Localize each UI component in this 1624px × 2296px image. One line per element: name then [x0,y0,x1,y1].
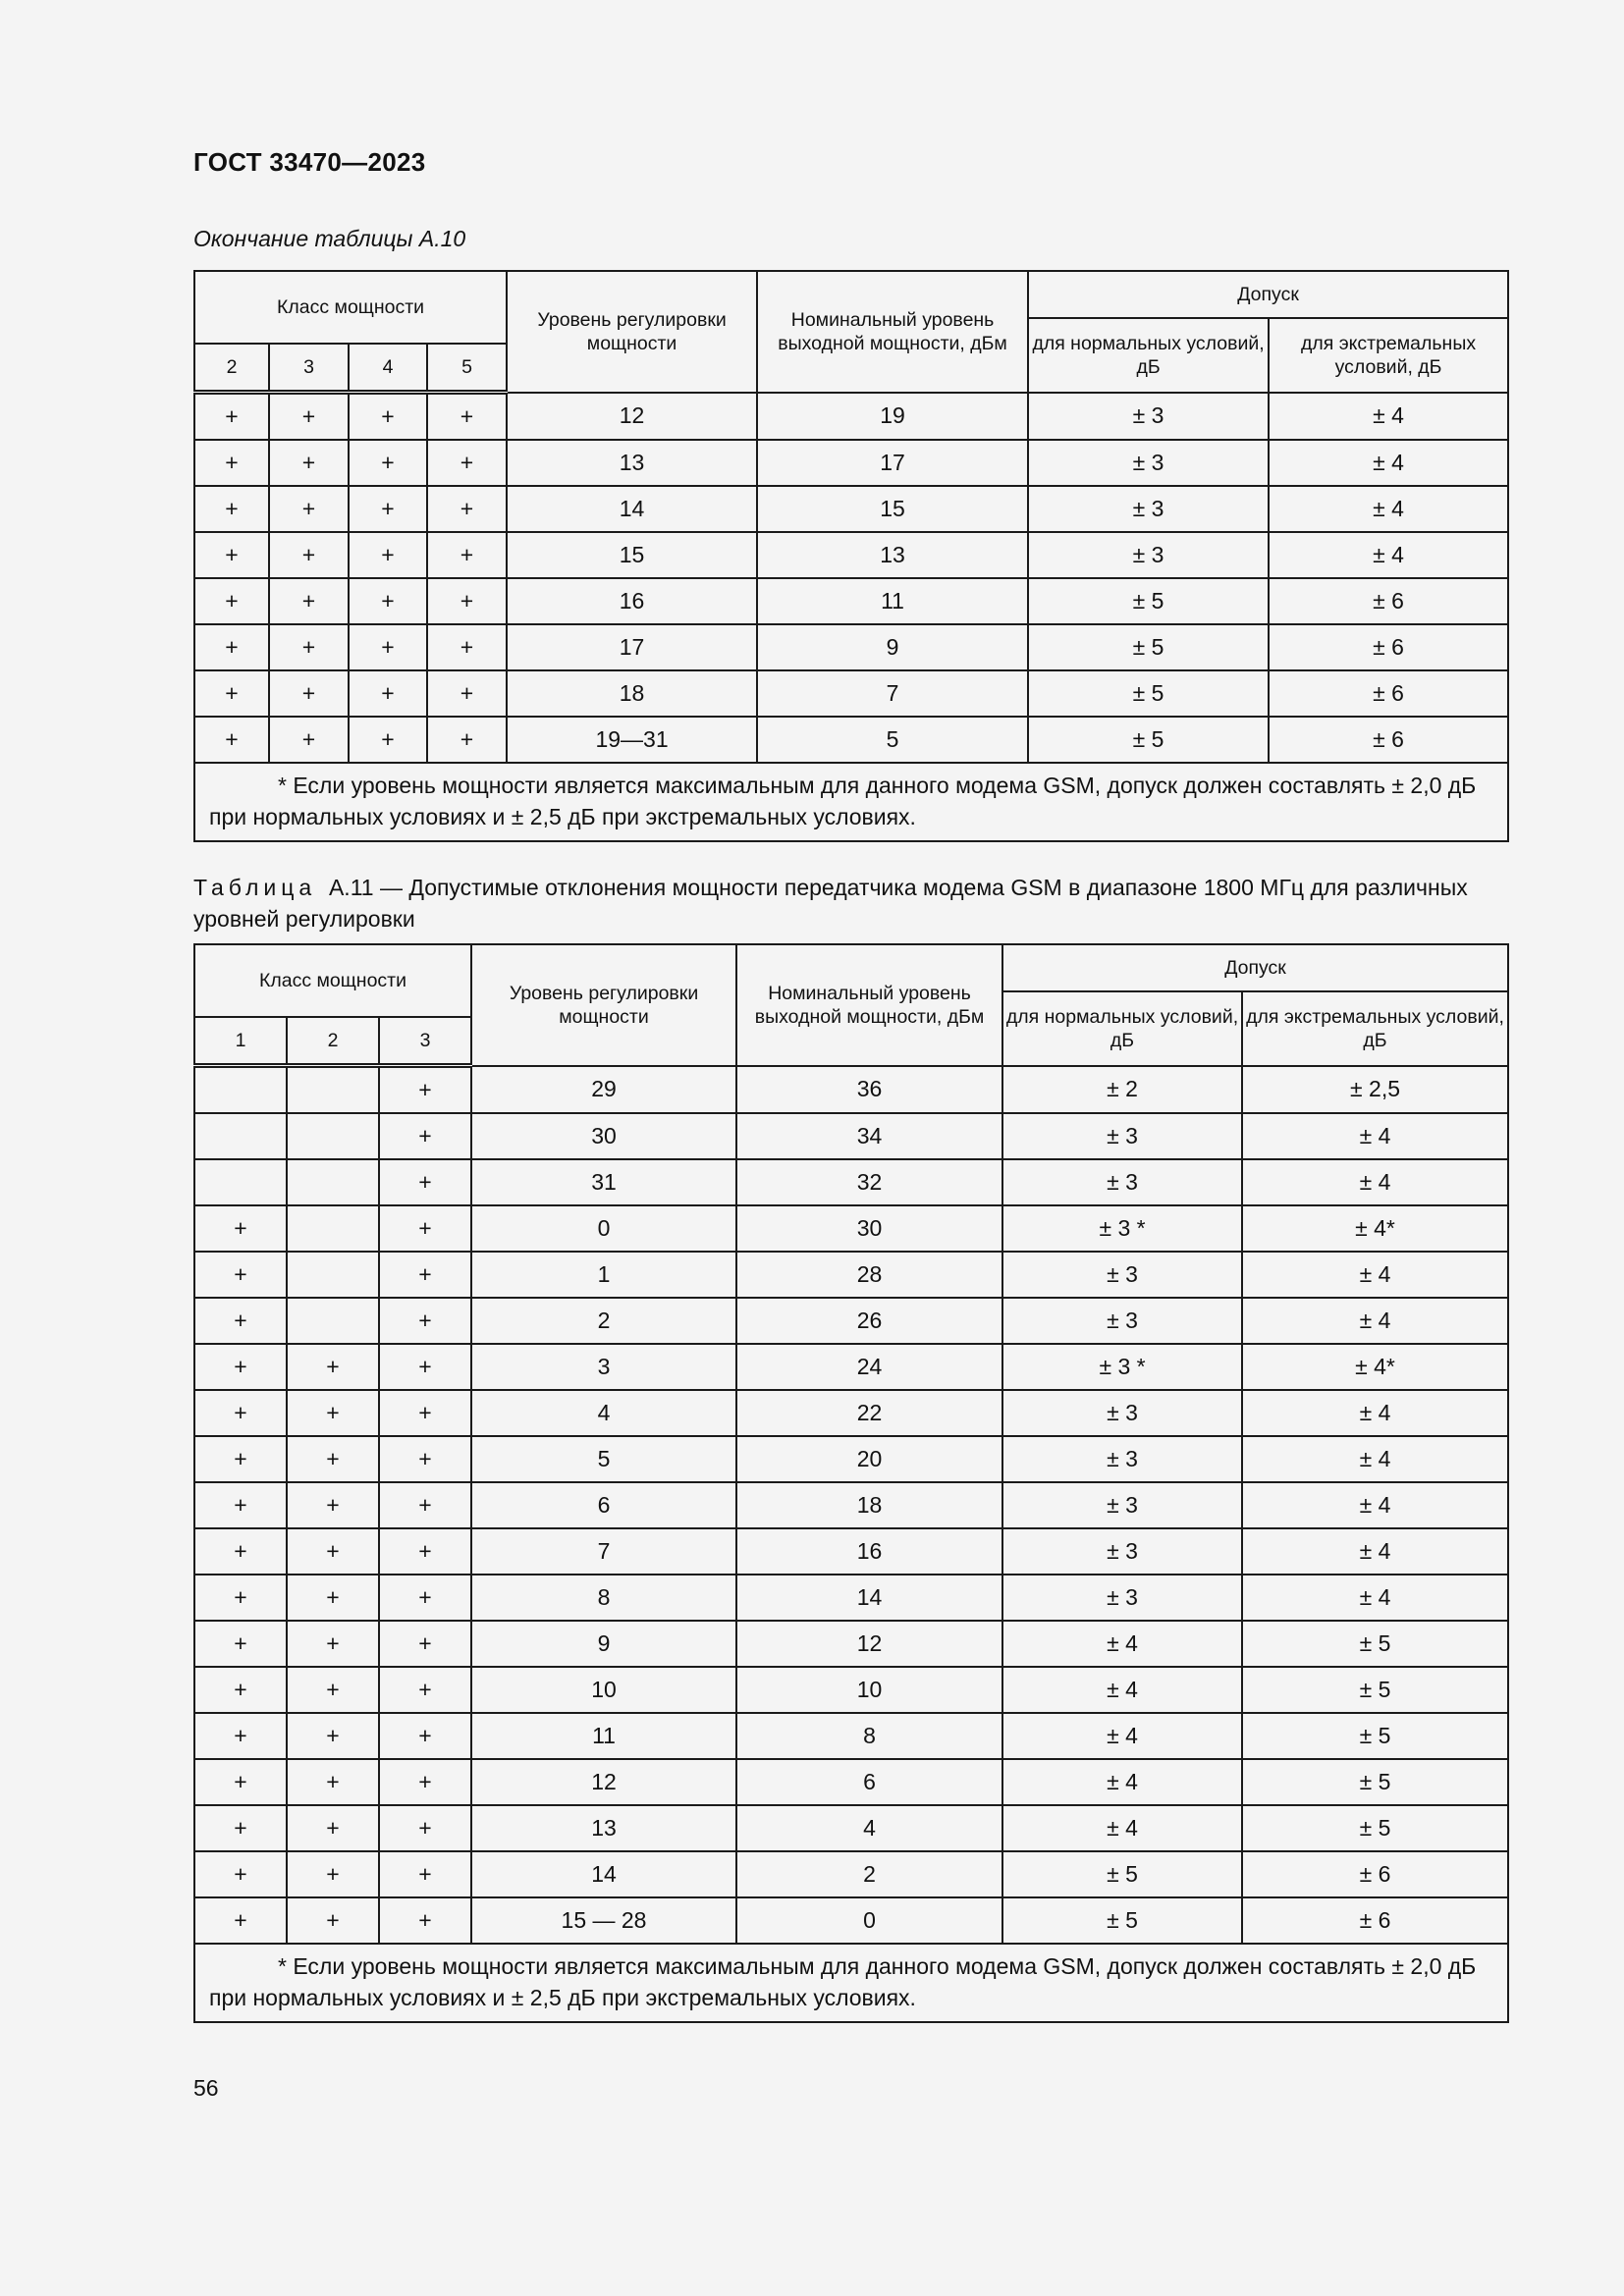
tolerance-extreme-cell: ± 4* [1242,1205,1508,1252]
tolerance-normal-cell: ± 5 [1028,717,1269,763]
nominal-power-cell: 36 [736,1066,1002,1114]
table11-footnote-text: * Если уровень мощности является максимальным для данного модема GSM, допуск должен составлять ± 2,0 дБ при нормальных условиях и ± 2,5 дБ при экстремальных условиях. [209,1953,1477,2010]
table-a11 [193,943,1509,2023]
tolerance-normal-cell: ± 5 [1002,1851,1242,1897]
tolerance-extreme-cell: ± 4* [1242,1344,1508,1390]
class-mark-cell: + [427,393,507,441]
nominal-power-cell: 26 [736,1298,1002,1344]
regulation-level-cell: 15 [507,532,757,578]
class-mark-cell: + [287,1897,379,1944]
table-row [194,532,1508,578]
class-mark-cell: + [427,670,507,717]
class-mark-cell: + [379,1621,471,1667]
class-mark-cell: + [194,670,269,717]
nominal-power-cell: 20 [736,1436,1002,1482]
table-row [194,1252,1508,1298]
nominal-power-cell: 13 [757,532,1028,578]
class-mark-cell: + [427,717,507,763]
tolerance-extreme-cell: ± 4 [1242,1298,1508,1344]
tolerance-extreme-cell: ± 4 [1242,1252,1508,1298]
tolerance-normal-cell: ± 4 [1002,1713,1242,1759]
class-mark-cell: + [194,1528,287,1575]
class-mark-cell: + [287,1575,379,1621]
nominal-power-cell: 34 [736,1113,1002,1159]
nominal-power-cell: 15 [757,486,1028,532]
regulation-level-cell: 12 [471,1759,736,1805]
tolerance-extreme-cell: ± 6 [1242,1897,1508,1944]
tolerance-extreme-cell: ± 6 [1269,578,1508,624]
regulation-level-cell: 19—31 [507,717,757,763]
class-mark-cell: + [379,1252,471,1298]
tolerance-normal-cell: ± 5 [1028,578,1269,624]
tolerance-normal-cell: ± 3 [1002,1390,1242,1436]
class-mark-cell: + [379,1344,471,1390]
tolerance-extreme-cell: ± 4 [1242,1482,1508,1528]
regulation-level-cell: 17 [507,624,757,670]
regulation-level-cell: 13 [471,1805,736,1851]
header-extreme-conditions: для экстремальных условий, дБ [1242,991,1508,1066]
tolerance-normal-cell: ± 4 [1002,1621,1242,1667]
class-mark-cell: + [349,393,427,441]
class-mark-cell [287,1066,379,1114]
class-mark-cell [194,1159,287,1205]
regulation-level-cell: 16 [507,578,757,624]
header-nominal-power: Номинальный уровень выходной мощности, дБм [757,271,1028,393]
tolerance-extreme-cell: ± 4 [1269,486,1508,532]
class-mark-cell: + [194,1667,287,1713]
tolerance-extreme-cell: ± 5 [1242,1759,1508,1805]
regulation-level-cell: 7 [471,1528,736,1575]
header-class-2: 2 [287,1017,379,1066]
tolerance-extreme-cell: ± 4 [1269,532,1508,578]
class-mark-cell: + [379,1482,471,1528]
tolerance-extreme-cell: ± 6 [1269,670,1508,717]
class-mark-cell: + [194,1252,287,1298]
table-row [194,670,1508,717]
table-row [194,1159,1508,1205]
tolerance-normal-cell: ± 4 [1002,1759,1242,1805]
tolerance-normal-cell: ± 3 * [1002,1344,1242,1390]
tolerance-extreme-cell: ± 4 [1269,440,1508,486]
regulation-level-cell: 6 [471,1482,736,1528]
tolerance-normal-cell: ± 3 [1002,1252,1242,1298]
class-mark-cell: + [379,1066,471,1114]
regulation-level-cell: 30 [471,1113,736,1159]
class-mark-cell: + [287,1482,379,1528]
table-row [194,1528,1508,1575]
table10-footnote-text: * Если уровень мощности является максимальным для данного модема GSM, допуск должен составлять ± 2,0 дБ при нормальных условиях и ± 2,5 дБ при экстремальных условиях. [209,773,1477,829]
class-mark-cell: + [194,1621,287,1667]
class-mark-cell [194,1113,287,1159]
class-mark-cell: + [349,578,427,624]
class-mark-cell: + [194,1482,287,1528]
tolerance-extreme-cell: ± 5 [1242,1805,1508,1851]
class-mark-cell: + [287,1436,379,1482]
table11-caption-label: Таблица [193,875,317,900]
class-mark-cell: + [194,624,269,670]
class-mark-cell: + [379,1851,471,1897]
table-row [194,1897,1508,1944]
class-mark-cell: + [349,532,427,578]
class-mark-cell: + [287,1805,379,1851]
regulation-level-cell: 9 [471,1621,736,1667]
class-mark-cell: + [287,1390,379,1436]
class-mark-cell: + [269,486,349,532]
tolerance-normal-cell: ± 3 [1028,393,1269,441]
class-mark-cell: + [287,1528,379,1575]
tolerance-normal-cell: ± 3 [1002,1436,1242,1482]
regulation-level-cell: 13 [507,440,757,486]
class-mark-cell: + [194,1575,287,1621]
tolerance-normal-cell: ± 3 [1002,1113,1242,1159]
tolerance-extreme-cell: ± 4 [1242,1113,1508,1159]
tolerance-extreme-cell: ± 4 [1242,1436,1508,1482]
regulation-level-cell: 5 [471,1436,736,1482]
class-mark-cell: + [427,440,507,486]
tolerance-extreme-cell: ± 4 [1242,1159,1508,1205]
tolerance-normal-cell: ± 3 [1002,1159,1242,1205]
regulation-level-cell: 11 [471,1713,736,1759]
header-extreme-conditions: для экстремальных условий, дБ [1269,318,1508,393]
tolerance-extreme-cell: ± 6 [1242,1851,1508,1897]
regulation-level-cell: 4 [471,1390,736,1436]
table-row [194,1205,1508,1252]
table-row [194,624,1508,670]
class-mark-cell: + [194,1805,287,1851]
nominal-power-cell: 2 [736,1851,1002,1897]
table-row [194,578,1508,624]
table-row [194,1113,1508,1159]
tolerance-extreme-cell: ± 4 [1242,1390,1508,1436]
nominal-power-cell: 5 [757,717,1028,763]
class-mark-cell: + [269,532,349,578]
nominal-power-cell: 8 [736,1713,1002,1759]
class-mark-cell: + [194,717,269,763]
header-class-1: 1 [194,1017,287,1066]
regulation-level-cell: 14 [471,1851,736,1897]
document-header: ГОСТ 33470—2023 [193,147,426,177]
class-mark-cell: + [349,440,427,486]
class-mark-cell: + [379,1759,471,1805]
class-mark-cell: + [194,1390,287,1436]
regulation-level-cell: 29 [471,1066,736,1114]
tolerance-normal-cell: ± 4 [1002,1667,1242,1713]
header-power-class: Класс мощности [194,271,507,344]
class-mark-cell [287,1298,379,1344]
tolerance-normal-cell: ± 2 [1002,1066,1242,1114]
class-mark-cell: + [194,1713,287,1759]
tolerance-extreme-cell: ± 5 [1242,1621,1508,1667]
class-mark-cell: + [379,1713,471,1759]
class-mark-cell: + [194,1851,287,1897]
regulation-level-cell: 8 [471,1575,736,1621]
class-mark-cell: + [269,393,349,441]
nominal-power-cell: 18 [736,1482,1002,1528]
class-mark-cell: + [349,717,427,763]
header-power-class: Класс мощности [194,944,471,1017]
class-mark-cell: + [194,1344,287,1390]
class-mark-cell: + [287,1851,379,1897]
nominal-power-cell: 22 [736,1390,1002,1436]
table10-continuation-caption: Окончание таблицы А.10 [193,226,466,251]
class-mark-cell [194,1066,287,1114]
tolerance-normal-cell: ± 3 [1002,1482,1242,1528]
class-mark-cell [287,1205,379,1252]
header-class-4: 4 [349,344,427,393]
nominal-power-cell: 10 [736,1667,1002,1713]
nominal-power-cell: 32 [736,1159,1002,1205]
header-tolerance: Допуск [1028,271,1508,318]
nominal-power-cell: 0 [736,1897,1002,1944]
tolerance-normal-cell: ± 3 [1002,1575,1242,1621]
class-mark-cell: + [379,1390,471,1436]
tolerance-normal-cell: ± 4 [1002,1805,1242,1851]
class-mark-cell: + [379,1805,471,1851]
table-row [194,393,1508,441]
table-row [194,1344,1508,1390]
class-mark-cell: + [427,624,507,670]
header-normal-conditions: для нормальных условий, дБ [1002,991,1242,1066]
table-row [194,1621,1508,1667]
class-mark-cell: + [269,624,349,670]
nominal-power-cell: 17 [757,440,1028,486]
class-mark-cell: + [194,393,269,441]
class-mark-cell [287,1113,379,1159]
header-class-3: 3 [269,344,349,393]
header-normal-conditions: для нормальных условий, дБ [1028,318,1269,393]
regulation-level-cell: 31 [471,1159,736,1205]
nominal-power-cell: 6 [736,1759,1002,1805]
tolerance-extreme-cell: ± 6 [1269,624,1508,670]
table-row [194,1482,1508,1528]
class-mark-cell: + [349,486,427,532]
class-mark-cell: + [269,440,349,486]
class-mark-cell: + [194,1205,287,1252]
class-mark-cell: + [269,670,349,717]
table-row [194,1851,1508,1897]
class-mark-cell: + [269,717,349,763]
header-class-5: 5 [427,344,507,393]
table-row [194,440,1508,486]
class-mark-cell: + [379,1897,471,1944]
class-mark-cell: + [287,1713,379,1759]
regulation-level-cell: 15 — 28 [471,1897,736,1944]
regulation-level-cell: 3 [471,1344,736,1390]
tolerance-extreme-cell: ± 5 [1242,1713,1508,1759]
header-nominal-power: Номинальный уровень выходной мощности, дБм [736,944,1002,1066]
tolerance-extreme-cell: ± 4 [1242,1528,1508,1575]
class-mark-cell: + [379,1298,471,1344]
regulation-level-cell: 14 [507,486,757,532]
header-regulation-level: Уровень регулировки мощности [507,271,757,393]
nominal-power-cell: 12 [736,1621,1002,1667]
table-row [194,1575,1508,1621]
page-number: 56 [193,2075,219,2101]
class-mark-cell: + [194,578,269,624]
regulation-level-cell: 12 [507,393,757,441]
table-row [194,717,1508,763]
class-mark-cell: + [379,1528,471,1575]
class-mark-cell: + [379,1667,471,1713]
tolerance-extreme-cell: ± 6 [1269,717,1508,763]
class-mark-cell: + [194,1759,287,1805]
class-mark-cell: + [194,1897,287,1944]
class-mark-cell: + [194,486,269,532]
nominal-power-cell: 14 [736,1575,1002,1621]
class-mark-cell: + [379,1113,471,1159]
nominal-power-cell: 4 [736,1805,1002,1851]
regulation-level-cell: 2 [471,1298,736,1344]
table-row [194,1713,1508,1759]
header-regulation-level: Уровень регулировки мощности [471,944,736,1066]
class-mark-cell: + [427,578,507,624]
class-mark-cell: + [287,1667,379,1713]
class-mark-cell: + [379,1159,471,1205]
tolerance-normal-cell: ± 3 [1002,1528,1242,1575]
table-row [194,1805,1508,1851]
tolerance-normal-cell: ± 3 [1002,1298,1242,1344]
tolerance-extreme-cell: ± 4 [1242,1575,1508,1621]
table10-footnote [194,763,1508,841]
class-mark-cell [287,1159,379,1205]
table-a10 [193,270,1509,842]
class-mark-cell: + [287,1344,379,1390]
class-mark-cell: + [287,1621,379,1667]
table11-footnote [194,1944,1508,2022]
class-mark-cell: + [194,532,269,578]
header-class-3: 3 [379,1017,471,1066]
regulation-level-cell: 1 [471,1252,736,1298]
header-tolerance: Допуск [1002,944,1508,991]
class-mark-cell: + [269,578,349,624]
class-mark-cell: + [194,1436,287,1482]
table-row [194,1298,1508,1344]
tolerance-extreme-cell: ± 4 [1269,393,1508,441]
table-row [194,1759,1508,1805]
class-mark-cell: + [349,670,427,717]
nominal-power-cell: 7 [757,670,1028,717]
table11-caption-text: А.11 — Допустимые отклонения мощности передатчика модема GSM в диапазоне 1800 МГц для различных уровней регулировки [193,875,1468,932]
class-mark-cell: + [379,1205,471,1252]
nominal-power-cell: 9 [757,624,1028,670]
tolerance-normal-cell: ± 3 [1028,532,1269,578]
table-row [194,1667,1508,1713]
table-row [194,486,1508,532]
class-mark-cell: + [194,1298,287,1344]
tolerance-extreme-cell: ± 2,5 [1242,1066,1508,1114]
tolerance-extreme-cell: ± 5 [1242,1667,1508,1713]
class-mark-cell: + [194,440,269,486]
class-mark-cell: + [379,1436,471,1482]
nominal-power-cell: 19 [757,393,1028,441]
table-row [194,1066,1508,1114]
nominal-power-cell: 30 [736,1205,1002,1252]
tolerance-normal-cell: ± 3 [1028,486,1269,532]
tolerance-normal-cell: ± 3 [1028,440,1269,486]
nominal-power-cell: 11 [757,578,1028,624]
tolerance-normal-cell: ± 5 [1028,624,1269,670]
class-mark-cell: + [427,486,507,532]
class-mark-cell [287,1252,379,1298]
nominal-power-cell: 16 [736,1528,1002,1575]
class-mark-cell: + [379,1575,471,1621]
tolerance-normal-cell: ± 3 * [1002,1205,1242,1252]
regulation-level-cell: 0 [471,1205,736,1252]
class-mark-cell: + [287,1759,379,1805]
table-row [194,1390,1508,1436]
regulation-level-cell: 10 [471,1667,736,1713]
table-row [194,1436,1508,1482]
tolerance-normal-cell: ± 5 [1028,670,1269,717]
table11-caption [193,872,1509,934]
regulation-level-cell: 18 [507,670,757,717]
tolerance-normal-cell: ± 5 [1002,1897,1242,1944]
nominal-power-cell: 28 [736,1252,1002,1298]
class-mark-cell: + [349,624,427,670]
nominal-power-cell: 24 [736,1344,1002,1390]
class-mark-cell: + [427,532,507,578]
header-class-2: 2 [194,344,269,393]
